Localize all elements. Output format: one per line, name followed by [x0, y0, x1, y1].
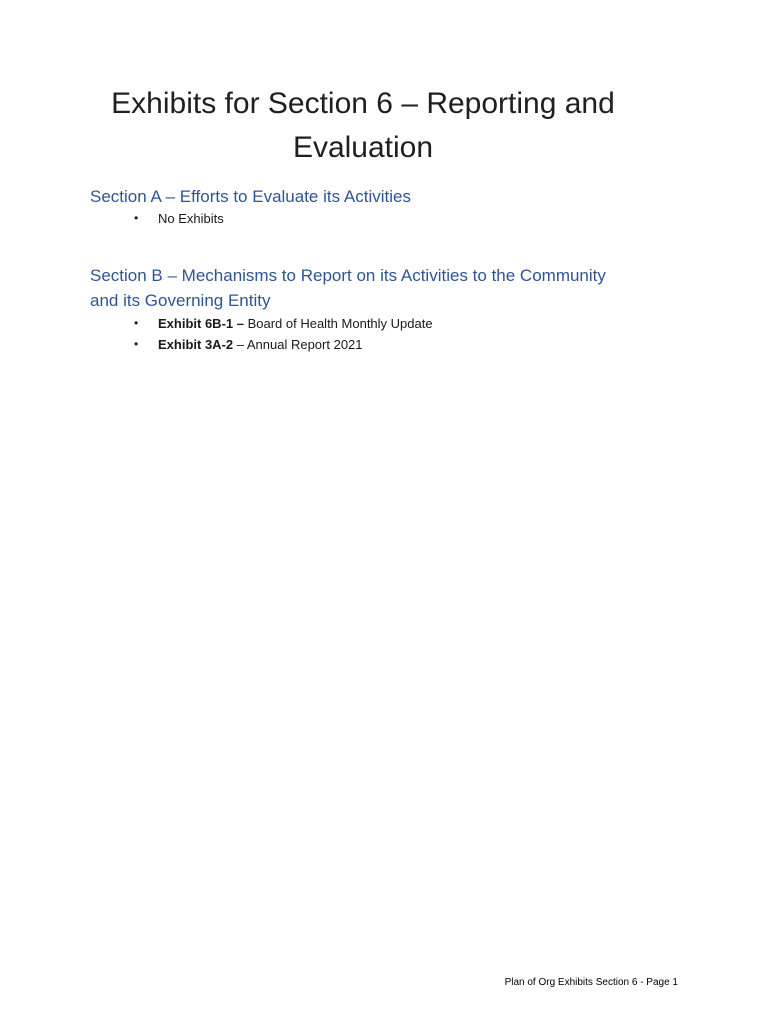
bullet-icon: • — [134, 316, 139, 330]
page-footer: Plan of Org Exhibits Section 6 - Page 1 — [504, 977, 678, 988]
section-b-heading-line-1: Section B – Mechanisms to Report on its Activities to the Community — [90, 266, 606, 285]
bullet-icon: • — [134, 337, 139, 351]
exhibit-description: – Annual Report 2021 — [233, 337, 363, 352]
exhibit-label: Exhibit 3A-2 — [158, 337, 234, 352]
list-item — [134, 208, 224, 229]
section-b-list — [134, 313, 433, 355]
page-title-line-2: Evaluation — [292, 131, 434, 164]
page-title — [0, 82, 726, 170]
section-a-heading: Section A – Efforts to Evaluate its Activities — [90, 187, 411, 206]
section-b-heading — [90, 263, 690, 313]
section-a-list — [134, 208, 224, 229]
bullet-icon: • — [134, 211, 139, 225]
exhibit-description: Board of Health Monthly Update — [243, 316, 433, 331]
page-title-line-1: Exhibits for Section 6 – Reporting and — [111, 87, 615, 120]
list-item — [134, 313, 433, 334]
list-item — [134, 334, 433, 355]
exhibit-label: Exhibit 6B-1 – — [158, 316, 244, 331]
section-b-heading-line-2: and its Governing Entity — [90, 291, 271, 310]
list-item-text: No Exhibits — [158, 211, 224, 226]
